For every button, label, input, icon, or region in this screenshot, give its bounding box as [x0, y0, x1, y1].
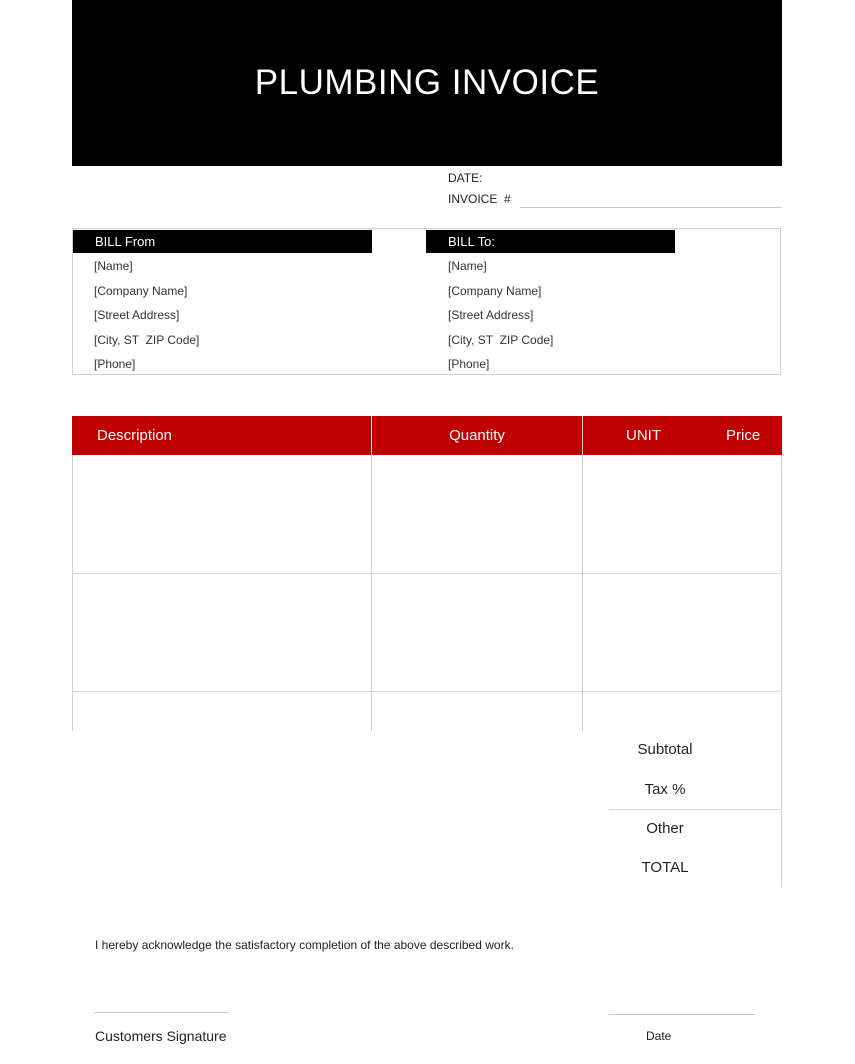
bill-from-company[interactable]: [Company Name]: [94, 284, 188, 298]
customer-signature-line[interactable]: [94, 1012, 228, 1013]
bill-from-name[interactable]: [Name]: [94, 259, 133, 273]
row-2-description-cell[interactable]: [73, 574, 370, 690]
column-header-unit: UNIT: [626, 427, 661, 444]
bill-to-name[interactable]: [Name]: [448, 259, 487, 273]
total-label: TOTAL: [641, 859, 689, 876]
header-divider: [582, 416, 583, 455]
row-1-quantity-cell[interactable]: [372, 456, 581, 572]
bill-from-street[interactable]: [Street Address]: [94, 308, 180, 322]
totals-divider: [609, 809, 782, 810]
signature-date-line[interactable]: [609, 1014, 755, 1015]
customer-signature-label: Customers Signature: [95, 1028, 227, 1044]
other-label: Other: [646, 820, 684, 837]
bill-from-heading: BILL From: [73, 230, 372, 253]
bill-to-street[interactable]: [Street Address]: [448, 308, 534, 322]
signature-date-label: Date: [646, 1029, 672, 1043]
row-1-description-cell[interactable]: [73, 456, 370, 572]
row-2-quantity-cell[interactable]: [372, 574, 581, 690]
column-header-description: Description: [97, 427, 173, 444]
invoice-number-field[interactable]: [520, 207, 782, 208]
bill-from-city[interactable]: [City, ST ZIP Code]: [94, 333, 200, 347]
table-border-right: [781, 455, 782, 887]
invoice-title: PLUMBING INVOICE: [254, 63, 600, 102]
bill-to-company[interactable]: [Company Name]: [448, 284, 542, 298]
bill-to-city[interactable]: [City, ST ZIP Code]: [448, 333, 554, 347]
date-label: DATE:: [448, 171, 483, 185]
invoice-number-label: INVOICE #: [448, 192, 511, 206]
bill-to-heading: BILL To:: [426, 230, 675, 253]
bill-to-phone[interactable]: [Phone]: [448, 357, 490, 371]
row-1-price-cell[interactable]: [583, 456, 780, 572]
subtotal-label: Subtotal: [637, 741, 693, 758]
column-header-price: Price: [726, 427, 761, 444]
row-2-price-cell[interactable]: [583, 574, 780, 690]
tax-label: Tax %: [644, 781, 686, 798]
acknowledgement-text: I hereby acknowledge the satisfactory completion of the above described work.: [95, 938, 514, 952]
table-row-divider: [72, 691, 782, 692]
column-header-quantity: Quantity: [449, 427, 505, 444]
bill-from-phone[interactable]: [Phone]: [94, 357, 136, 371]
